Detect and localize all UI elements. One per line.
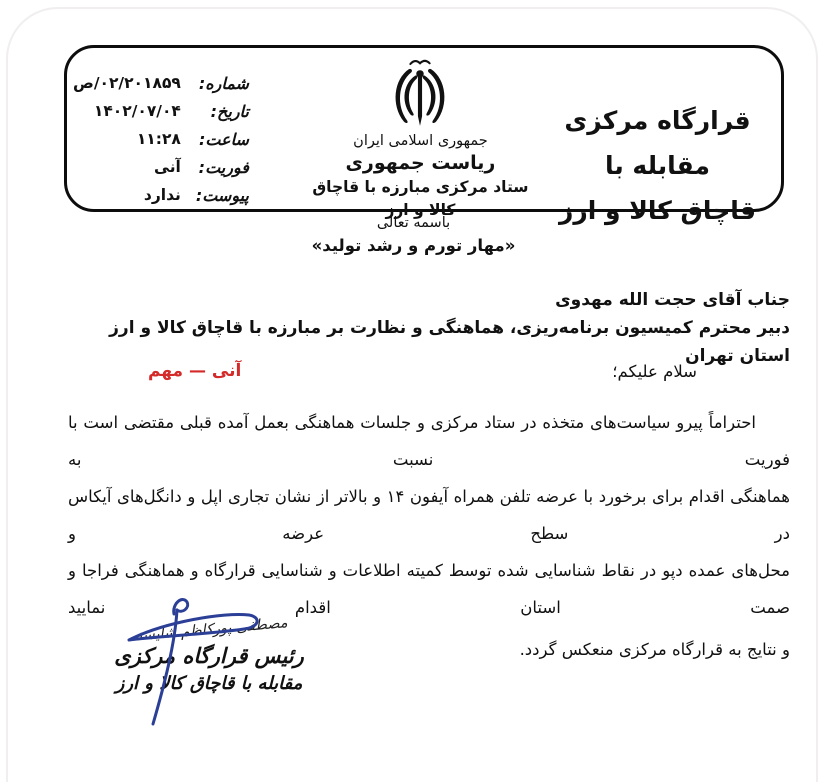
signer-title-line2: مقابله با قاچاق کالا و ارز [115, 673, 303, 694]
year-slogan: «مهار تورم و رشد تولید» [311, 236, 516, 255]
field-date [73, 97, 249, 125]
field-time-value: ۱۱:۲۸ [136, 130, 181, 148]
field-attachment [73, 181, 249, 209]
field-date-value: ۱۴۰۲/۰۷/۰۴ [93, 102, 181, 120]
field-number-label: شماره: [198, 73, 249, 93]
field-number [73, 69, 249, 97]
body-line: احتراماً پیرو سیاست‌های متخذه در ستاد مرکزی و جلسات هماهنگی بعمل آمده قبلی مقتضی است با فوریت نسبت به [68, 413, 790, 469]
field-time [73, 125, 249, 153]
emblem-column [307, 48, 534, 219]
iran-emblem-icon [389, 57, 451, 133]
emblem-caption-presidency: ریاست جمهوری [345, 152, 496, 174]
field-attachment-label: پیوست: [195, 185, 249, 205]
pen-signature-icon [94, 586, 279, 731]
org-title-line1: قرارگاه مرکزی مقابله با [564, 106, 751, 180]
field-attachment-value: ندارد [143, 186, 181, 204]
field-urgency [73, 153, 249, 181]
field-date-label: تاریخ: [210, 101, 249, 121]
recipient-block [70, 286, 790, 370]
field-time-label: ساعت: [198, 129, 249, 149]
body-line: و نتایج به قرارگاه مرکزی منعکس گردد. [519, 640, 790, 659]
letter-meta-fields [67, 48, 307, 209]
signer-title-line1: رئیس قرارگاه مرکزی [114, 644, 304, 668]
org-title-line2: قاچاق کالا و ارز [558, 196, 757, 225]
priority-stamp: آنی — مهم [148, 361, 242, 381]
field-number-value: ۰۲/۲۰۱۸۵۹/ص [73, 74, 181, 92]
recipient-name: جناب آقای حجت الله مهدوی [555, 290, 790, 310]
field-urgency-label: فوریت: [198, 157, 249, 177]
emblem-caption-country: جمهوری اسلامی ایران [353, 133, 488, 149]
body-line: محل‌های عمده دپو در نقاط شناسایی شده توسط کمیته اطلاعات و شناسایی قرارگاه و هماهنگی فراجا و صمت استان اقدام نمایید [68, 561, 790, 617]
recipient-title: دبیر محترم کمیسیون برنامه‌ریزی، هماهنگی و نظارت بر مبارزه با قاچاق کالا و ارز استان تهران [109, 318, 790, 366]
salutation: سلام علیکم؛ [612, 362, 697, 381]
emblem-caption-hq: ستاد مرکزی مبارزه با قاچاق کالا و ارز [312, 178, 529, 219]
org-title [534, 48, 781, 225]
signature-block [78, 585, 340, 698]
invocation: باسمه تعالی [376, 215, 451, 231]
field-urgency-value: آنی [154, 158, 181, 176]
signer-name: مصطفی پورکاظم شایسته [129, 615, 289, 645]
body-line: هماهنگی اقدام برای برخورد با عرضه تلفن همراه آیفون ۱۴ و بالاتر از نشان تجاری اپل و دانگل‌های آیکاس در سطح عرضه و [68, 487, 790, 543]
